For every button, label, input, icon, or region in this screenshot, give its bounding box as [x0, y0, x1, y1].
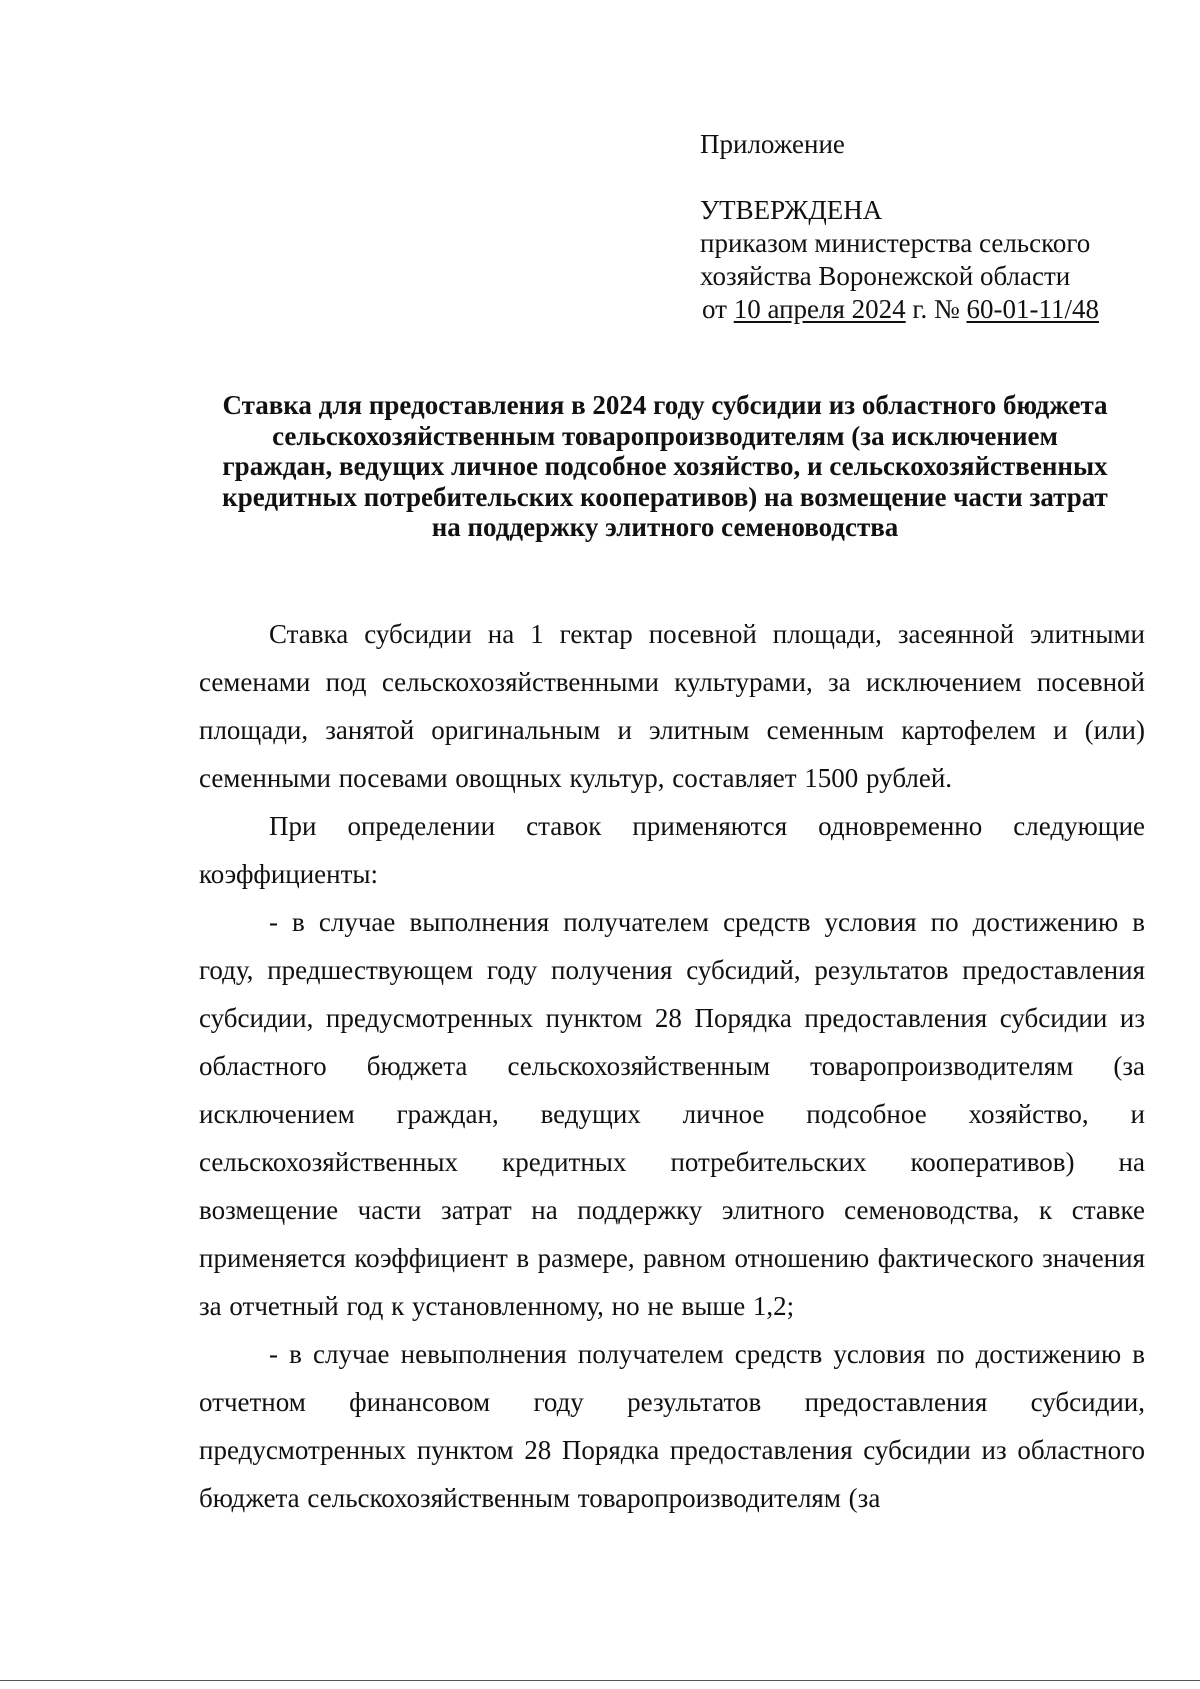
approved-label: УТВЕРЖДЕНА: [700, 195, 883, 225]
paragraph-coefficient-fulfilled: - в случае выполнения получателем средств условия по достижению в году, предшествующем году получения субсидий, результатов предоставления субсидии, предусмотренных пунктом 28 Порядка предоставления субсидии из областного бюджета сельскохозяйственным товаропроизводителям (за исключением граждан, ведущих личное подсобное хозяйство, и сельскохозяйственных кредитных потребительских кооперативов) на возмещение части затрат на поддержку элитного семеноводства, к ставке применяется коэффициент в размере, равном отношению фактического значения за отчетный год к установленному, но не выше 1,2;: [199, 907, 1145, 1321]
order-date-line: [700, 293, 1099, 326]
paragraph-coefficients-intro: При определении ставок применяются одновременно следующие коэффициенты:: [199, 811, 1145, 889]
date-prefix: от: [702, 294, 727, 324]
page-bottom-rule: [0, 1680, 1200, 1681]
order-number: 60-01-11/48: [966, 294, 1099, 324]
approval-block: [700, 194, 1099, 326]
title-line-5: на поддержку элитного семеноводства: [431, 512, 899, 542]
title-line-2: сельскохозяйственным товаропроизводителям (за исключением: [272, 420, 1058, 451]
document-body: [199, 610, 1145, 1522]
order-date: 10 апреля 2024: [733, 294, 906, 324]
paragraph-coefficient-not-fulfilled: - в случае невыполнения получателем средств условия по достижению в отчетном финансовом году результатов предоставления субсидии, предусмотренных пунктом 28 Порядка предоставления субсидии из областного бюджета сельскохозяйственным товаропроизводителям (за: [199, 1339, 1145, 1513]
title-line-1: Ставка для предоставления в 2024 году субсидии из областного бюджета: [222, 390, 1108, 420]
order-line-1: приказом министерства сельского: [700, 228, 1091, 258]
paragraph-rate: Ставка субсидии на 1 гектар посевной площади, засеянной элитными семенами под сельскохозяйственными культурами, за исключением посевной площади, занятой оригинальным и элитным семенным картофелем и (или) семенными посевами овощных культур, составляет 1500 рублей.: [199, 619, 1145, 793]
title-line-3: граждан, ведущих личное подсобное хозяйство, и сельскохозяйственных: [222, 451, 1108, 481]
title-line-4: кредитных потребительских кооперативов) на возмещение части затрат: [222, 481, 1108, 512]
order-line-2: хозяйства Воронежской области: [700, 261, 1071, 291]
appendix-label: Приложение: [700, 129, 845, 159]
number-prefix: г. №: [912, 294, 960, 324]
document-title: [185, 390, 1145, 543]
